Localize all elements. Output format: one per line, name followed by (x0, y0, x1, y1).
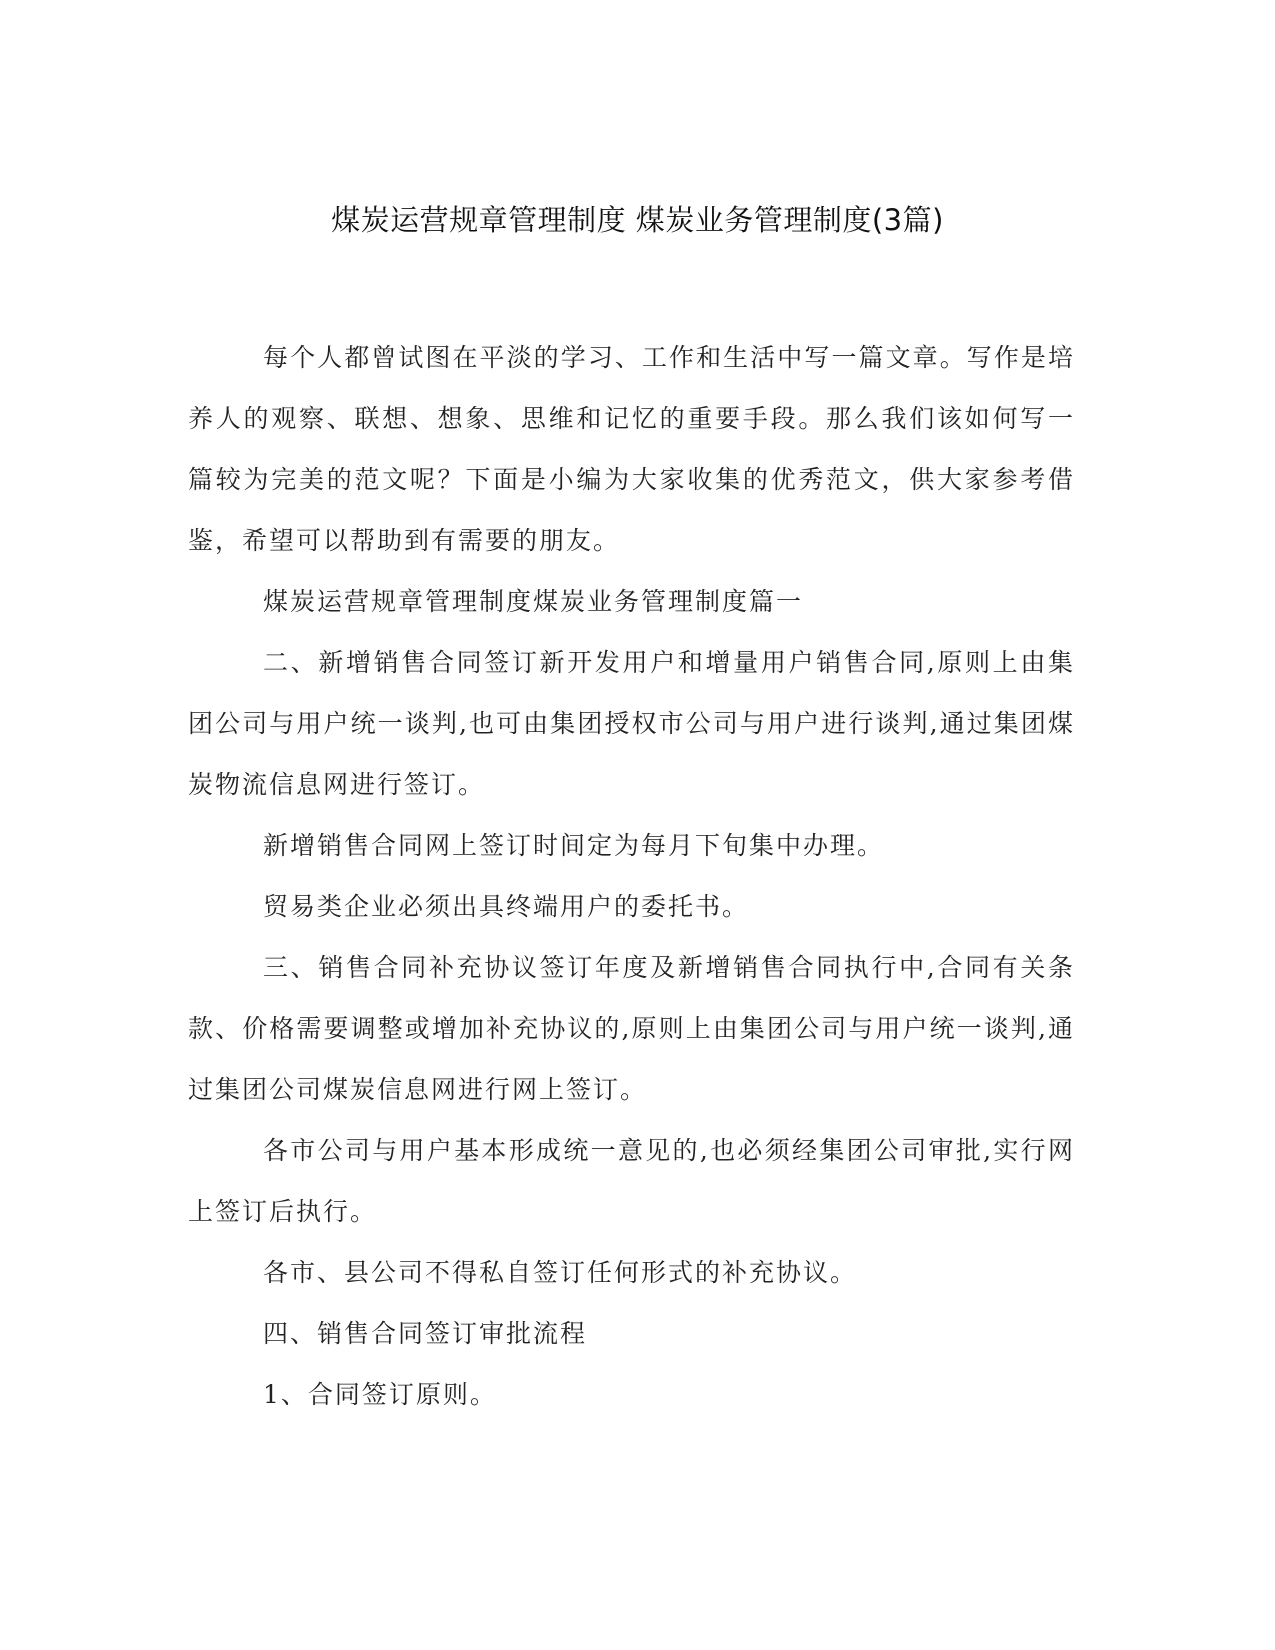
document-body (188, 327, 1075, 1425)
subsection-heading: 四、销售合同签订审批流程 (263, 1319, 588, 1348)
body-paragraph: 新增销售合同网上签订时间定为每月下旬集中办理。 (263, 831, 885, 860)
intro-paragraph: 每个人都曾试图在平淡的学习、工作和生活中写一篇文章。写作是培养人的观察、联想、想象、思维和记忆的重要手段。那么我们该如何写一篇较为完美的范文呢？下面是小编为大家收集的优秀范文，供大家参考借鉴，希望可以帮助到有需要的朋友。 (188, 343, 1075, 555)
body-paragraph: 各市、县公司不得私自签订任何形式的补充协议。 (263, 1258, 858, 1287)
body-paragraph: 三、销售合同补充协议签订年度及新增销售合同执行中,合同有关条款、价格需要调整或增加补充协议的,原则上由集团公司与用户统一谈判,通过集团公司煤炭信息网进行网上签订。 (188, 953, 1075, 1104)
list-item: 1、合同签订原则。 (263, 1380, 497, 1409)
body-paragraph: 各市公司与用户基本形成统一意见的,也必须经集团公司审批,实行网上签订后执行。 (188, 1136, 1075, 1226)
document-title: 煤炭运营规章管理制度 煤炭业务管理制度(3篇) (331, 203, 944, 237)
body-paragraph: 贸易类企业必须出具终端用户的委托书。 (263, 892, 750, 921)
section-heading: 煤炭运营规章管理制度煤炭业务管理制度篇一 (263, 587, 804, 616)
body-paragraph: 二、新增销售合同签订新开发用户和增量用户销售合同,原则上由集团公司与用户统一谈判,也可由集团授权市公司与用户进行谈判,通过集团煤炭物流信息网进行签订。 (188, 648, 1075, 799)
